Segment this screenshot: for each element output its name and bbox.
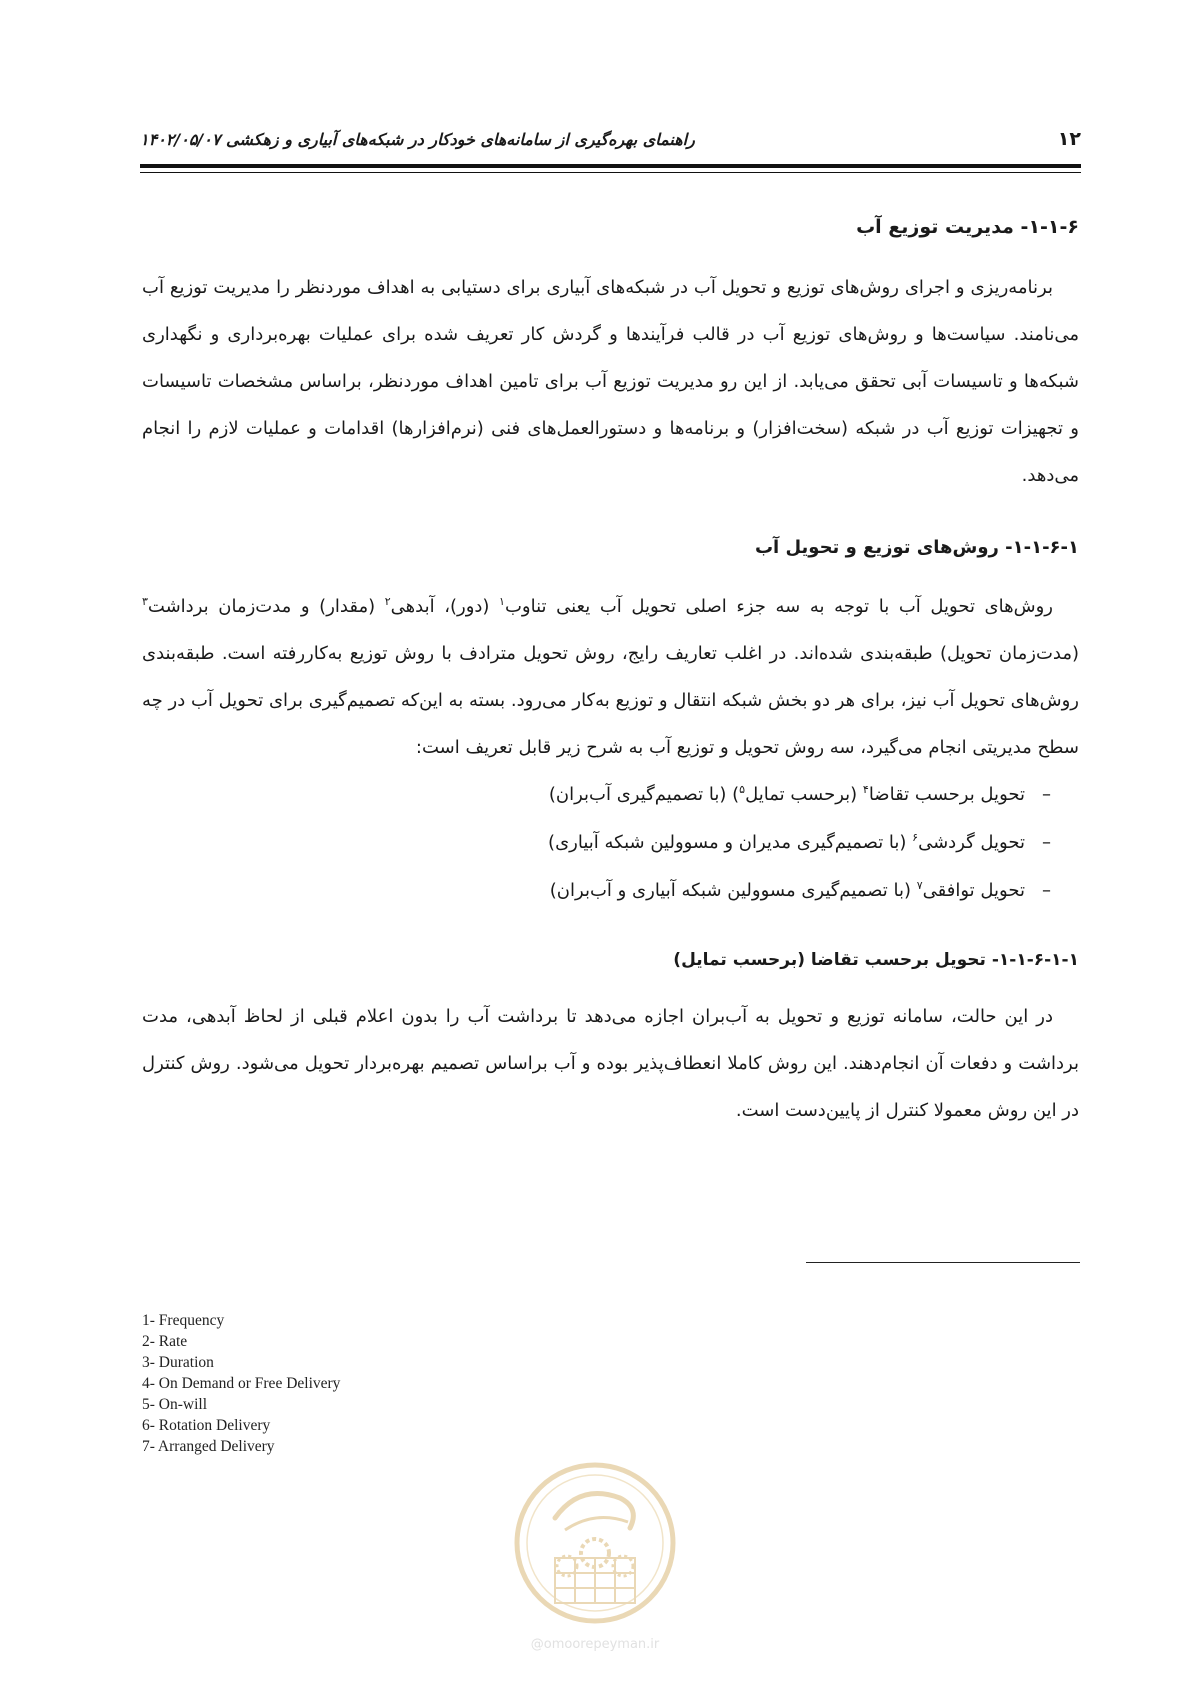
list-item-text: ) (با تصمیم‌گیری آب‌بران): [548, 784, 740, 805]
footnote: 3- Duration: [142, 1354, 214, 1371]
document-body: [142, 212, 1079, 1134]
footnotes: [142, 1310, 340, 1457]
page-number: ۱۲: [1057, 128, 1081, 150]
footnote-separator: [806, 1262, 1080, 1263]
list-item-text: تحویل برحسب تقاضا: [868, 784, 1025, 805]
paragraph-text: روش‌های تحویل آب با توجه به سه جزء اصلی تحویل آب یعنی تناوب: [504, 596, 1053, 617]
footnote: 7- Arranged Delivery: [142, 1438, 275, 1455]
list-item: [142, 819, 1051, 867]
section-heading-delivery-methods: ۱-۱-۶-۱- روش‌های توزیع و تحویل آب: [754, 537, 1079, 558]
list-item: [142, 867, 1051, 915]
list-item-text: تحویل گردشی: [918, 832, 1025, 853]
footnote-ref: ۵: [739, 783, 746, 796]
list-dash: –: [1042, 832, 1051, 853]
footnote-ref: ۶: [912, 831, 919, 844]
paragraph-text: (دور)، آبدهی: [390, 596, 500, 617]
delivery-methods-list: [142, 771, 1079, 915]
list-item-text: (برحسب تمایل: [745, 784, 863, 805]
footnote-ref: ۲: [384, 595, 391, 608]
list-dash: –: [1042, 784, 1051, 805]
list-item: [142, 771, 1051, 819]
list-item-text: (با تصمیم‌گیری مدیران و مسوولین شبکه آبیاری): [548, 832, 913, 853]
list-item-text: (با تصمیم‌گیری مسوولین شبکه آبیاری و آب‌بران): [549, 880, 917, 901]
footnote-ref: ۷: [916, 879, 923, 892]
footnote: 5- On-will: [142, 1396, 208, 1413]
section-paragraph: [142, 583, 1079, 771]
section-heading-on-demand-delivery: ۱-۱-۶-۱-۱- تحویل برحسب تقاضا (برحسب تمایل): [673, 950, 1079, 970]
section-paragraph: برنامه‌ریزی و اجرای روش‌های توزیع و تحویل آب در شبکه‌های آبیاری برای دستیابی به اهداف موردنظر را مدیریت توزیع آب می‌نامند. سیاست‌ها و روش‌های توزیع آب در قالب فرآیندها و گردش کار تعریف شده برای عملیات بهره‌برداری و نگهداری شبکه‌ها و تاسیسات آبی تحقق می‌یابد. از این رو مدیریت توزیع آب برای تامین اهداف موردنظر، براساس مشخصات تاسیسات و تجهیزات توزیع آب در شبکه (سخت‌افزار) و برنامه‌ها و دستورالعمل‌های فنی (نرم‌افزارها) اقدامات و عملیات لازم را انجام می‌دهد.: [142, 277, 1079, 486]
footnote: 6- Rotation Delivery: [142, 1417, 271, 1434]
watermark-logo: [510, 1458, 680, 1658]
section-heading-water-distribution-management: ۱-۱-۶- مدیریت توزیع آب: [856, 216, 1079, 238]
running-header: [140, 128, 1081, 156]
footnote-ref: ۱: [499, 595, 505, 608]
footnote: 4- On Demand or Free Delivery: [142, 1375, 341, 1392]
footnote-ref: ۳: [142, 595, 148, 608]
section-paragraph: در این حالت، سامانه توزیع و تحویل به آب‌بران اجازه می‌دهد تا برداشت آب را بدون اعلام قبلی از لحاظ آبدهی، مدت برداشت و دفعات آن انجام‌دهند. این روش کاملا انعطاف‌پذیر بوده و آب براساس تصمیم بهره‌بردار تحویل می‌شود. روش کنترل در این روش معمولا کنترل از پایین‌دست است.: [142, 1006, 1079, 1121]
header-thin-rule: [140, 172, 1081, 173]
list-item-text: تحویل توافقی: [922, 880, 1025, 901]
paragraph-text: (مدت‌زمان تحویل) طبقه‌بندی شده‌اند. در اغلب تعاریف رایج، روش تحویل مترادف با روش توزیع به‌کاررفته است. طبقه‌بندی روش‌های تحویل آب نیز، برای هر دو بخش شبکه انتقال و توزیع به‌کار می‌رود. بسته به این‌که تصمیم‌گیری برای تحویل آب در چه سطح مدیریتی انجام می‌گیرد، سه روش تحویل و توزیع آب به شرح زیر قابل تعریف است:: [142, 643, 1079, 758]
footnote: 2- Rate: [142, 1333, 188, 1350]
paragraph-text: (مقدار) و مدت‌زمان برداشت: [147, 596, 385, 617]
footnote-ref: ۴: [862, 783, 869, 796]
header-thick-rule: [140, 164, 1081, 168]
watermark-text: @omoorepeyman.ir: [530, 1637, 660, 1652]
footnote: 1- Frequency: [142, 1312, 225, 1329]
list-dash: –: [1042, 880, 1051, 901]
seal-icon: [510, 1458, 680, 1658]
header-title: راهنمای بهره‌گیری از سامانه‌های خودکار در شبکه‌های آبیاری و زهکشی ۱۴۰۲/۰۵/۰۷: [140, 130, 695, 149]
